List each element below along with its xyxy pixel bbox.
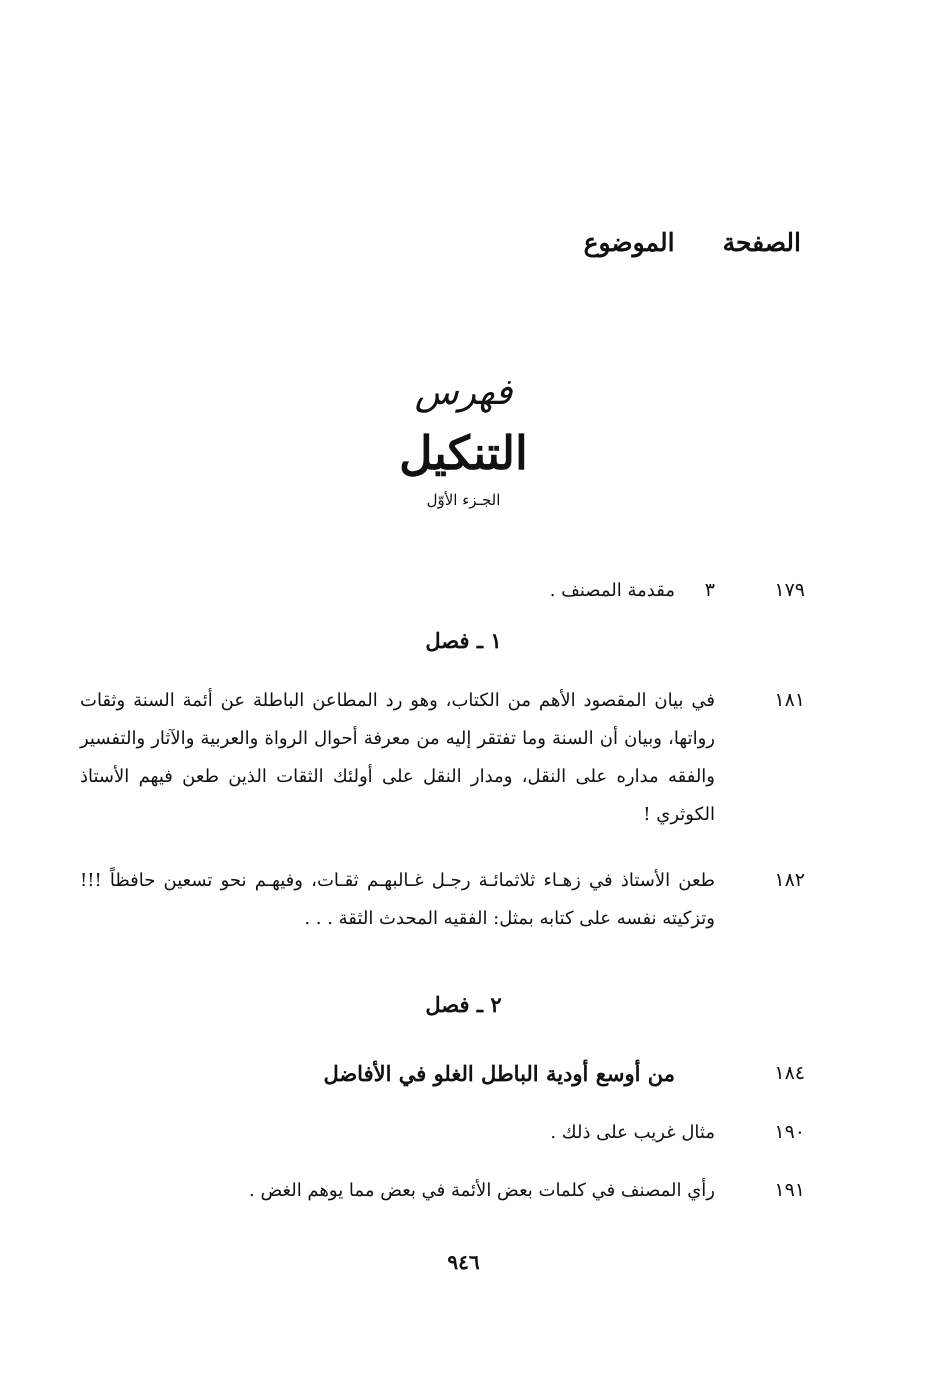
index-entry: [80, 1114, 805, 1152]
page-column-label: الصفحة: [722, 228, 801, 257]
entry-original-page: ٣: [704, 579, 715, 601]
entry-page-number: ١٨٤: [774, 1062, 805, 1084]
book-title: التنكيل: [399, 426, 528, 480]
entry-title: مثال غريب على ذلك .: [550, 1122, 715, 1143]
index-entry: [80, 682, 805, 834]
index-entry: [80, 862, 805, 938]
entry-page-number: ١٧٩: [774, 579, 805, 601]
index-entry: [80, 1055, 805, 1093]
entry-page-number: ١٨١: [774, 689, 805, 711]
index-title-line: فهرس: [414, 372, 513, 413]
entry-page-number: ١٨٢: [774, 869, 805, 891]
entry-title: في بيان المقصود الأهم من الكتاب، وهو رد المطاعن الباطلة عن أئمة السنة وثقات رواتها، وبيان أن السنة وما تفتقر إليه من معرفة أحوال الرواة والعربية والآثار والتفسير والفقه مداره على النقل، ومدار النقل على أولئك الثقات الذين طعن فيهم الأستاذ الكوثري !: [80, 690, 715, 825]
entry-page-number: ١٩٠: [774, 1121, 805, 1143]
entry-title: رأي المصنف في كلمات بعض الأئمة في بعض مما يوهم الغض .: [249, 1180, 715, 1201]
index-entry: [80, 1172, 805, 1210]
section-heading: ١ ـ فصل: [425, 628, 502, 653]
topic-column-label: الموضوع: [583, 228, 675, 257]
entry-title: مقدمة المصنف .: [549, 580, 675, 601]
entry-title: طعن الأستاذ في زهـاء ثلاثمائـة رجـل غـالبهـم ثقـات، وفيهـم نحو تسعين حافظاً !!! وتزكيته نفسه على كتابه بمثل: الفقيه المحدث الثقة . . .: [80, 870, 715, 929]
column-header: [584, 228, 801, 257]
index-title: [0, 368, 927, 512]
section-heading: ٢ ـ فصل: [425, 992, 502, 1017]
entry-title: من أوسع أودية الباطل الغلو في الأفاضل: [323, 1061, 675, 1086]
volume-label: الجـزء الأوّل: [426, 491, 501, 509]
index-entry: [80, 572, 805, 610]
entry-page-number: ١٩١: [774, 1179, 805, 1201]
page-number: ٩٤٦: [447, 1250, 480, 1274]
